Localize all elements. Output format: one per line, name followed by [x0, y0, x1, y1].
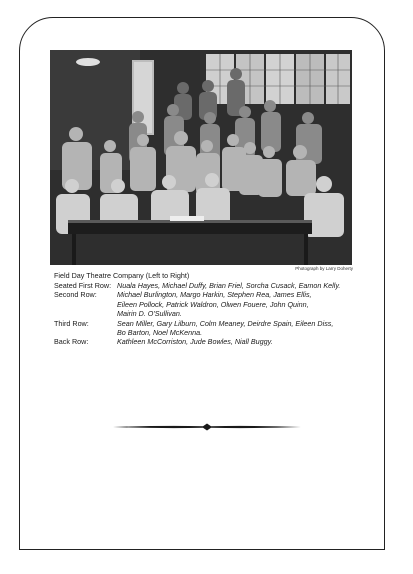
cast-row-third [54, 319, 354, 338]
row-label: Back Row: [54, 337, 89, 347]
names-line: Sean Miller, Gary Lilburn, Colm Meaney, Deirdre Spain, Eileen Diss, [117, 318, 334, 328]
names-line: Bo Barton, Noel McKenna. [117, 328, 203, 338]
row-names [117, 337, 273, 346]
photo-credit: Photograph by Larry Doherty [295, 266, 353, 271]
names-line: Nuala Hayes, Michael Duffy, Brian Friel, Sorcha Cusack, Eamon Kelly. [117, 281, 341, 290]
photo-illustration [50, 50, 352, 265]
group-photograph [50, 50, 352, 265]
row-label: Third Row: [54, 318, 89, 328]
cast-list [54, 281, 354, 347]
row-label: Seated First Row: [54, 281, 112, 290]
row-label: Second Row: [54, 290, 97, 300]
caption-title: Field Day Theatre Company (Left to Right) [54, 271, 190, 280]
names-line: Michael Burlington, Margo Harkin, Stephen Rea, James Ellis, [117, 290, 312, 300]
names-line: Kathleen McCorriston, Jude Bowles, Niall Buggy. [117, 337, 273, 347]
cast-row-back [54, 337, 354, 346]
row-names [117, 290, 312, 318]
cast-row-second [54, 290, 354, 318]
row-names [117, 281, 340, 290]
names-line: Mairin D. O'Sullivan. [117, 309, 182, 319]
row-names [117, 319, 333, 338]
decorative-divider-ornament [113, 423, 301, 431]
names-line: Eileen Pollock, Patrick Waldron, Olwen Fouere, John Quinn, [117, 299, 309, 309]
cast-row-seated-first [54, 281, 354, 290]
